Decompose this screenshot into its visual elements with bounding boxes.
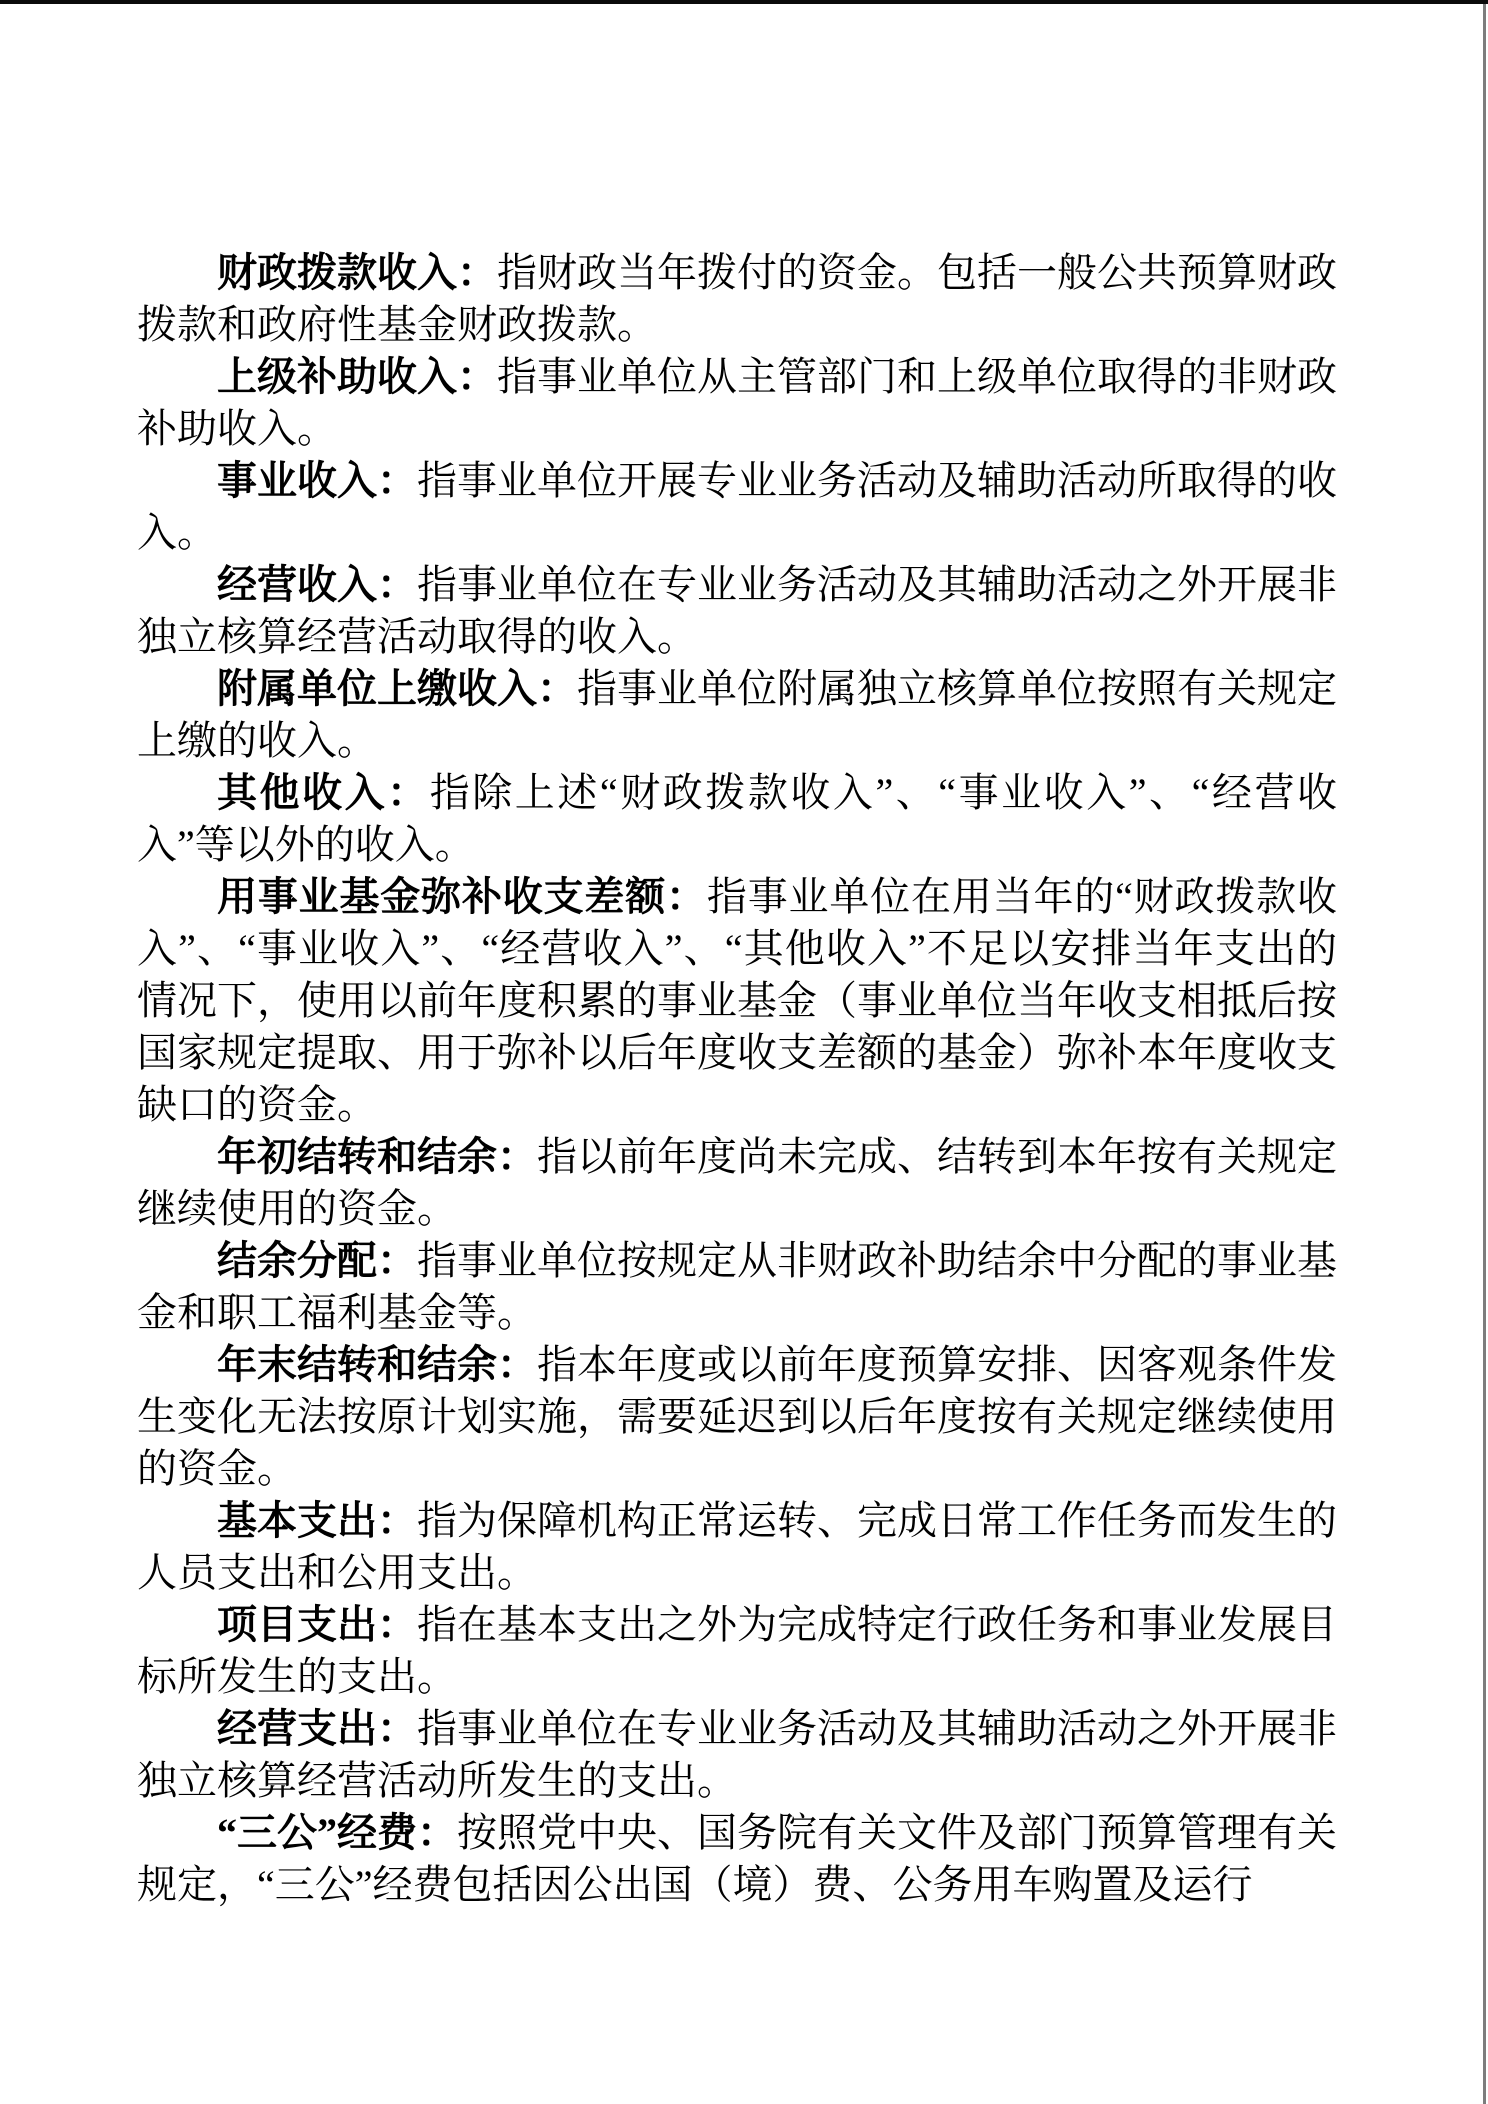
scan-top-edge [0, 0, 1488, 4]
definition-paragraph [137, 351, 1337, 455]
term-label: “三公”经费： [217, 1810, 457, 1855]
term-definition: 按照党中央、国务院有关文件及部门预算管理有关规定，“三公”经费包括因公出国（境）费、公务用车购置及运行 [137, 1810, 1337, 1907]
term-label: 经营收入： [217, 562, 417, 607]
definition-paragraph [137, 871, 1337, 1131]
term-definition: 指在基本支出之外为完成特定行政任务和事业发展目标所发生的支出。 [137, 1602, 1337, 1699]
definition-paragraph [137, 1703, 1337, 1807]
term-label: 经营支出： [217, 1706, 417, 1751]
term-label: 财政拨款收入： [217, 250, 497, 295]
term-label: 项目支出： [217, 1602, 417, 1647]
definition-paragraph [137, 247, 1337, 351]
term-definition: 指事业单位在用当年的“财政拨款收入”、“事业收入”、“经营收入”、“其他收入”不足以安排当年支出的情况下，使用以前年度积累的事业基金（事业单位当年收支相抵后按国家规定提取、用于弥补以后年度收支差额的基金）弥补本年度收支缺口的资金。 [137, 874, 1337, 1127]
term-label: 基本支出： [217, 1498, 417, 1543]
definition-paragraph [137, 767, 1337, 871]
document-body [137, 247, 1337, 1911]
term-definition: 指财政当年拨付的资金。包括一般公共预算财政拨款和政府性基金财政拨款。 [137, 250, 1337, 347]
definition-paragraph [137, 1235, 1337, 1339]
term-definition: 指事业单位从主管部门和上级单位取得的非财政补助收入。 [137, 354, 1337, 451]
term-definition: 指事业单位在专业业务活动及其辅助活动之外开展非独立核算经营活动取得的收入。 [137, 562, 1337, 659]
term-label: 上级补助收入： [217, 354, 497, 399]
definition-paragraph [137, 663, 1337, 767]
term-definition: 指以前年度尚未完成、结转到本年按有关规定继续使用的资金。 [137, 1134, 1337, 1231]
term-definition: 指事业单位附属独立核算单位按照有关规定上缴的收入。 [137, 666, 1337, 763]
definition-paragraph [137, 455, 1337, 559]
term-definition: 指事业单位在专业业务活动及其辅助活动之外开展非独立核算经营活动所发生的支出。 [137, 1706, 1337, 1803]
term-definition: 指本年度或以前年度预算安排、因客观条件发生变化无法按原计划实施，需要延迟到以后年度按有关规定继续使用的资金。 [137, 1342, 1337, 1491]
term-definition: 指事业单位按规定从非财政补助结余中分配的事业基金和职工福利基金等。 [137, 1238, 1337, 1335]
definition-paragraph [137, 1599, 1337, 1703]
term-definition: 指为保障机构正常运转、完成日常工作任务而发生的人员支出和公用支出。 [137, 1498, 1337, 1595]
definition-paragraph [137, 1495, 1337, 1599]
term-label: 用事业基金弥补收支差额： [217, 874, 707, 919]
term-definition: 指除上述“财政拨款收入”、“事业收入”、“经营收入”等以外的收入。 [137, 770, 1337, 867]
term-label: 事业收入： [217, 458, 417, 503]
term-label: 年末结转和结余： [217, 1342, 537, 1387]
term-definition: 指事业单位开展专业业务活动及辅助活动所取得的收入。 [137, 458, 1337, 555]
term-label: 年初结转和结余： [217, 1134, 537, 1179]
scan-right-edge [1483, 4, 1486, 2104]
term-label: 附属单位上缴收入： [217, 666, 577, 711]
definition-paragraph [137, 1339, 1337, 1495]
term-label: 结余分配： [217, 1238, 417, 1283]
definition-paragraph [137, 1807, 1337, 1911]
term-label: 其他收入： [217, 770, 430, 815]
definition-paragraph [137, 559, 1337, 663]
definition-paragraph [137, 1131, 1337, 1235]
